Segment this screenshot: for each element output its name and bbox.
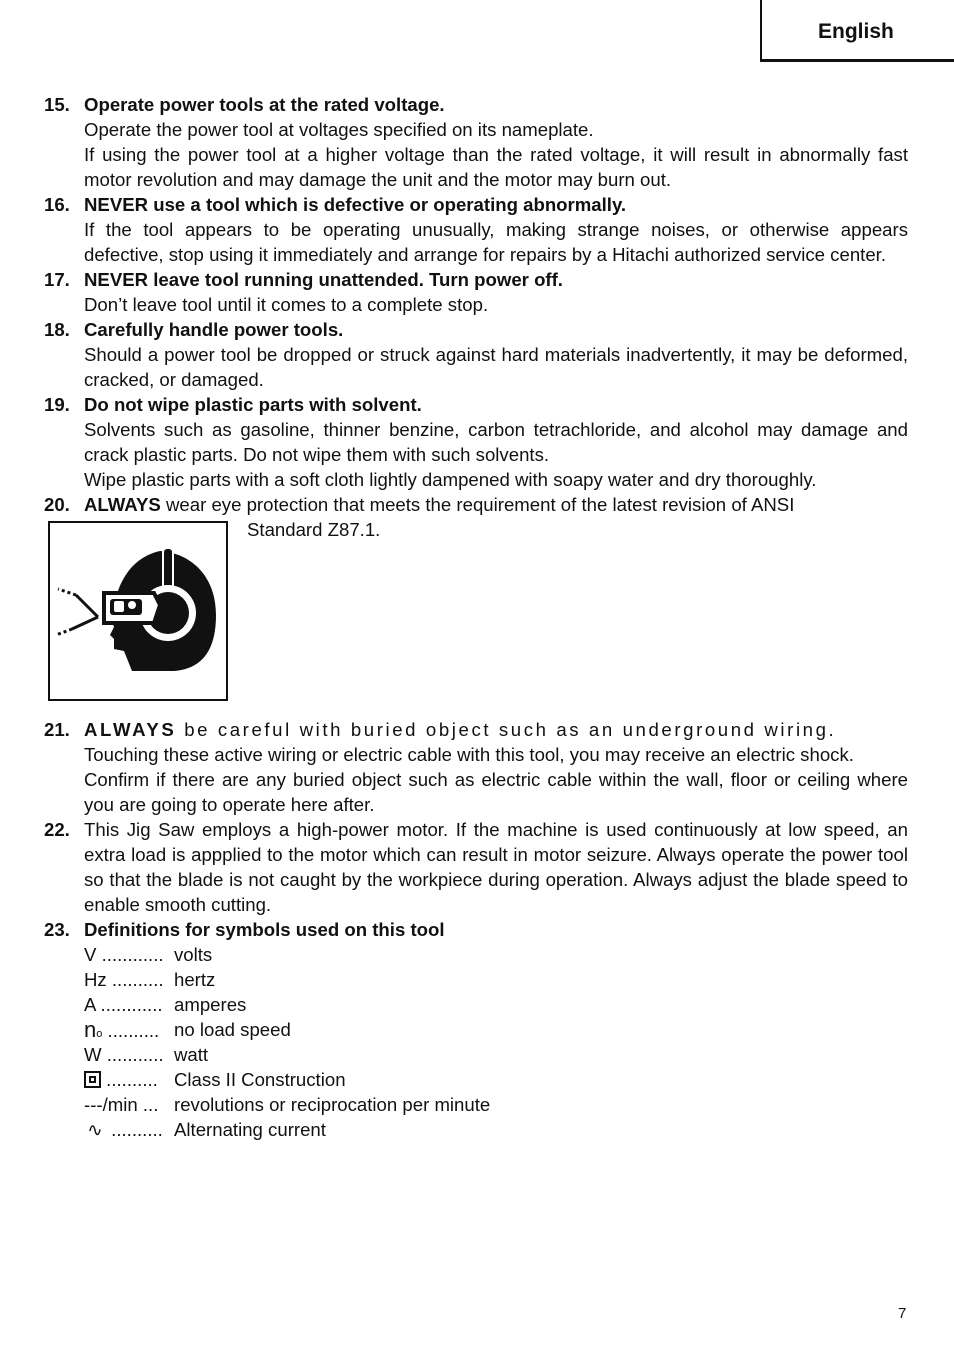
symbol-key: W ........... xyxy=(84,1044,164,1065)
rule-number: 17. xyxy=(44,269,70,290)
rule-18 xyxy=(44,317,908,392)
rule-number: 20. xyxy=(44,494,70,515)
rule-title: Do not wipe plastic parts with solvent. xyxy=(84,394,422,415)
symbol-value: volts xyxy=(174,944,213,965)
rule-text: Solvents such as gasoline, thinner benzine, carbon tetrachloride, and alcohol may damage and crack plastic parts. Do not wipe them with such solvents. xyxy=(84,419,908,465)
symbol-value: watt xyxy=(174,1044,209,1065)
rule-title: Definitions for symbols used on this tool xyxy=(84,919,445,940)
rule-lead: ALWAYS xyxy=(84,719,177,740)
rule-text-a: wear eye protection that meets the requirement of the latest revision of ANSI xyxy=(160,494,795,515)
rule-number: 15. xyxy=(44,94,70,115)
language-label: English xyxy=(818,20,894,43)
symbol-row xyxy=(84,1092,908,1117)
symbol-list xyxy=(84,942,908,1142)
rule-20 xyxy=(44,492,908,517)
rule-19 xyxy=(44,392,908,492)
rule-number: 19. xyxy=(44,394,70,415)
rule-23 xyxy=(44,917,908,1142)
symbol-key: ∿ .......... xyxy=(84,1117,174,1142)
rule-text: If the tool appears to be operating unusually, making strange noises, or otherwise appears defective, stop using it immediately and arrange for repairs by a Hitachi authorized service center. xyxy=(84,219,908,265)
rule-text xyxy=(84,717,908,742)
symbol-value: hertz xyxy=(174,969,216,990)
eye-protection-figure-row xyxy=(44,517,908,717)
double-insulation-icon xyxy=(84,1071,101,1088)
symbol-value: Alternating current xyxy=(174,1119,326,1140)
rule-21 xyxy=(44,717,908,817)
rule-number: 21. xyxy=(44,719,70,740)
symbol-key: V ............ xyxy=(84,944,164,965)
rule-text: Operate the power tool at voltages specified on its nameplate. xyxy=(84,119,594,140)
rule-17 xyxy=(44,267,908,317)
rule-text: Wipe plastic parts with a soft cloth lightly dampened with soapy water and dry thoroughly. xyxy=(84,469,817,490)
symbol-value: amperes xyxy=(174,994,247,1015)
alternating-current-icon: ∿ xyxy=(87,1119,103,1140)
rule-text: Don’t leave tool until it comes to a complete stop. xyxy=(84,294,489,315)
rule-number: 16. xyxy=(44,194,70,215)
rule-text: Touching these active wiring or electric cable with this tool, you may receive an electric shock. xyxy=(84,744,854,765)
symbol-row xyxy=(84,1017,908,1042)
symbol-row xyxy=(84,992,908,1017)
rule-title: NEVER use a tool which is defective or operating abnormally. xyxy=(84,194,627,215)
rule-22 xyxy=(44,817,908,917)
safety-rules-list xyxy=(44,92,908,1142)
symbol-key: Hz .......... xyxy=(84,969,164,990)
symbol-value: Class II Construction xyxy=(174,1069,346,1090)
rule-text: Should a power tool be dropped or struck against hard materials inadvertently, it may be deformed, cracked, or damaged. xyxy=(84,344,908,390)
rule-16 xyxy=(44,192,908,267)
rule-number: 23. xyxy=(44,919,70,940)
rule-number: 22. xyxy=(44,819,70,840)
symbol-key: ---/min ... xyxy=(84,1094,159,1115)
symbol-row xyxy=(84,942,908,967)
symbol-row xyxy=(84,1067,908,1092)
rule-number: 18. xyxy=(44,319,70,340)
page-number: 7 xyxy=(898,1305,907,1322)
rule-text: If using the power tool at a higher voltage than the rated voltage, it will result in abnormally fast motor revolution and may damage the unit and the motor may burn out. xyxy=(84,144,908,190)
symbol-key: no .......... xyxy=(84,1017,160,1042)
symbol-value: no load speed xyxy=(174,1019,291,1040)
rule-15 xyxy=(44,92,908,192)
symbol-key: .......... xyxy=(84,1067,174,1092)
symbol-value: revolutions or reciprocation per minute xyxy=(174,1094,491,1115)
rule-text-a: be careful with buried object such as an underground wiring. xyxy=(176,719,837,740)
symbol-row xyxy=(84,1117,908,1142)
rule-lead: ALWAYS xyxy=(84,494,161,515)
eye-protection-icon xyxy=(50,523,226,699)
symbol-row xyxy=(84,1042,908,1067)
language-tab xyxy=(760,0,954,62)
symbol-row xyxy=(84,967,908,992)
rule-text-b: Standard Z87.1. xyxy=(247,519,381,540)
rule-title: Carefully handle power tools. xyxy=(84,319,344,340)
rule-title: NEVER leave tool running unattended. Turn power off. xyxy=(84,269,563,290)
rule-text: Confirm if there are any buried object such as electric cable within the wall, floor or ceiling where you are going to operate here after. xyxy=(84,769,908,815)
eye-protection-figure xyxy=(48,521,228,701)
symbol-key: A ............ xyxy=(84,994,163,1015)
rule-text xyxy=(84,492,908,517)
rule-text: This Jig Saw employs a high-power motor. If the machine is used continuously at low speed, an extra load is appplied to the motor which can result in motor seizure. Always operate the power tool so that the blade is not caught by the workpiece during operation. Always adjust the blade speed to enable smooth cutting. xyxy=(84,819,908,915)
rule-title: Operate power tools at the rated voltage. xyxy=(84,94,445,115)
